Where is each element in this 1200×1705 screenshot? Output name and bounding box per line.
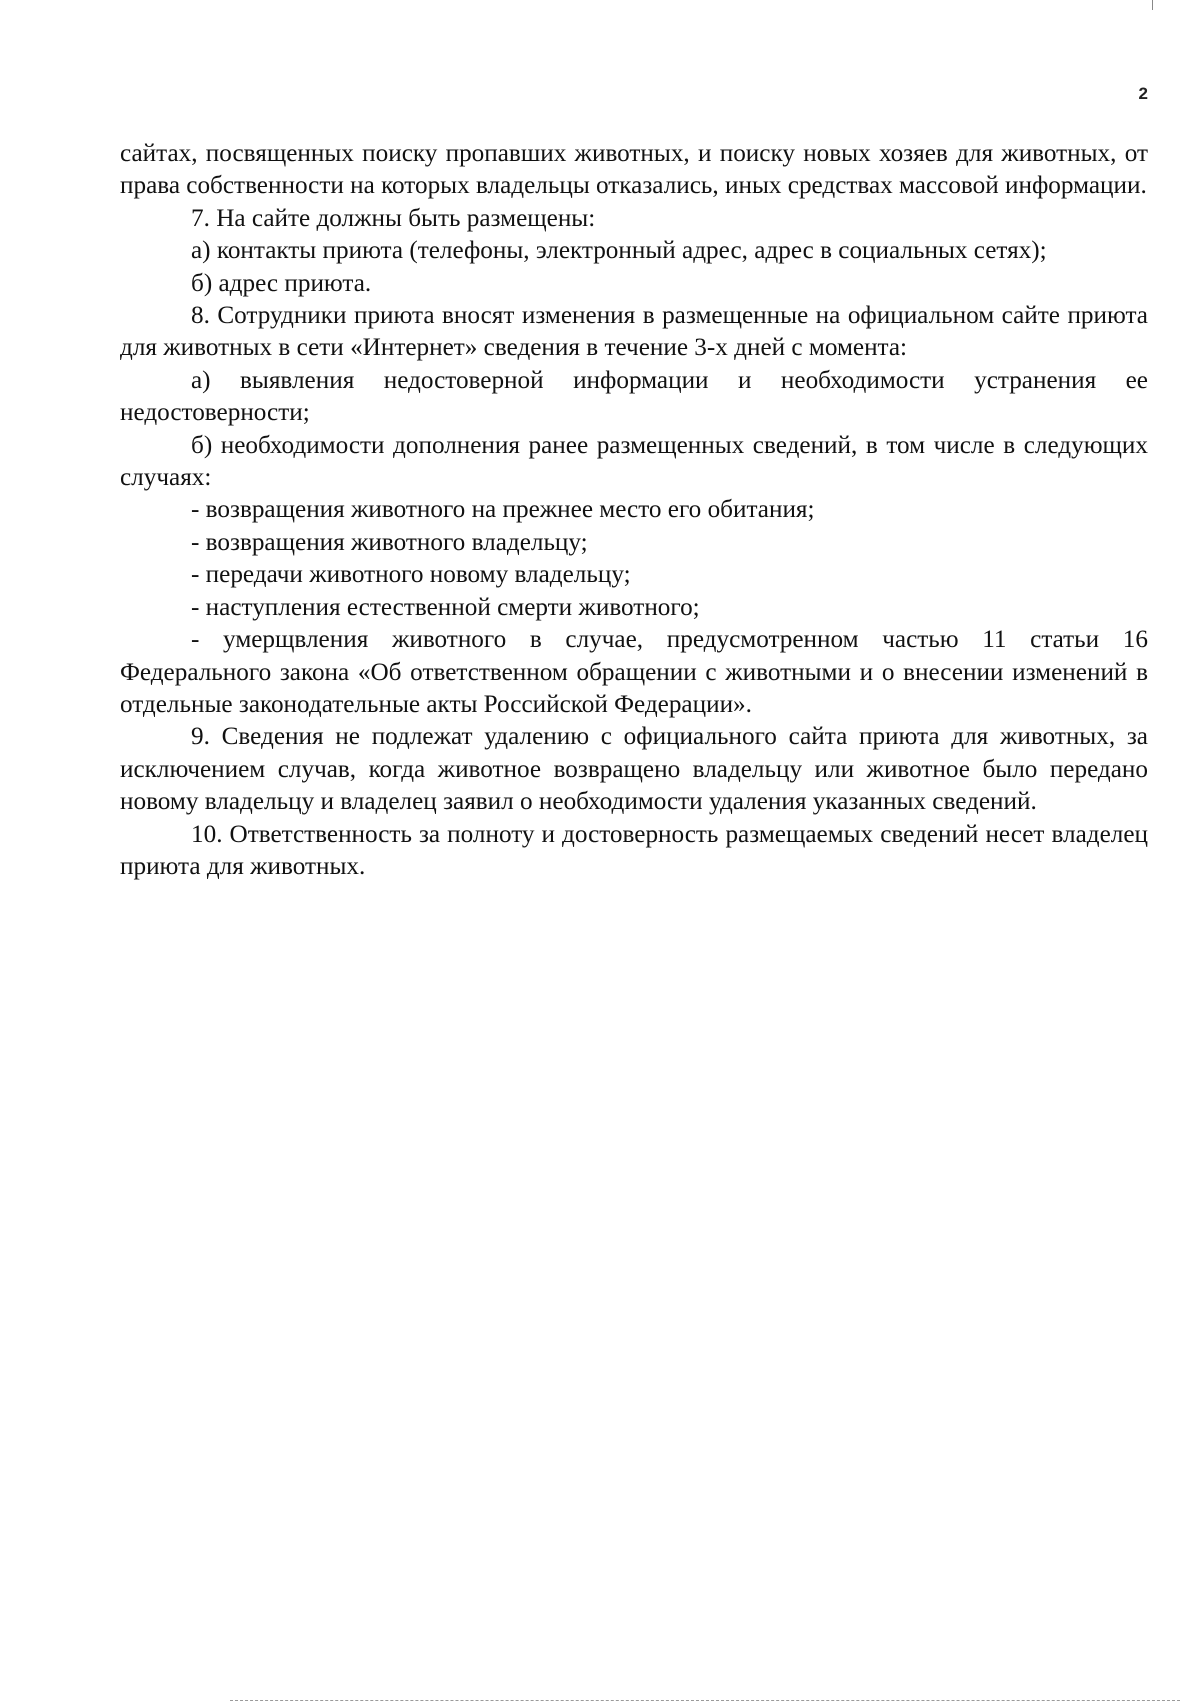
paragraph-7a: а) контакты приюта (телефоны, электронный адрес, адрес в социальных сетях); bbox=[191, 237, 1047, 265]
list-item-return-owner: - возвращения животного владельцу; bbox=[191, 528, 588, 556]
paragraph-8b: б) необходимости дополнения ранее размещенных сведений, в том числе в следующих случаях: bbox=[120, 431, 1148, 492]
scan-edge-mark bbox=[1152, 0, 1153, 10]
document-body bbox=[120, 138, 1148, 883]
list-item-natural-death: - наступления естественной смерти животного; bbox=[191, 593, 700, 621]
page-number: 2 bbox=[1138, 84, 1148, 103]
scan-bottom-edge bbox=[230, 1700, 1180, 1701]
paragraph-item-9: 9. Сведения не подлежат удалению с официального сайта приюта для животных, за исключением случав, когда животное возвращено владельцу или животное было передано новому владельцу и владелец заявил о необходимости удаления указанных сведений. bbox=[120, 723, 1148, 816]
list-item-return-habitat: - возвращения животного на прежнее место его обитания; bbox=[191, 496, 815, 524]
paragraph-7b: б) адрес приюта. bbox=[191, 269, 372, 297]
paragraph-item-8: 8. Сотрудники приюта вносят изменения в размещенные на официальном сайте приюта для животных в сети «Интернет» сведения в течение 3-х дней с момента: bbox=[120, 302, 1148, 362]
paragraph-continuation: сайтах, посвященных поиску пропавших животных, и поиску новых хозяев для животных, от права собственности на которых владельцы отказались, иных средствах массовой информации. bbox=[120, 140, 1148, 200]
list-item-new-owner: - передачи животного новому владельцу; bbox=[191, 561, 631, 589]
paragraph-item-10: 10. Ответственность за полноту и достоверность размещаемых сведений несет владелец приюта для животных. bbox=[120, 820, 1148, 880]
paragraph-8a: а) выявления недостоверной информации и необходимости устранения ее недостоверности; bbox=[120, 366, 1148, 427]
list-item-euthanasia: - умерщвления животного в случае, предусмотренном частью 11 статьи 16 Федерального закона «Об ответственном обращении с животными и о внесении изменений в отдельные законодательные акты Российской Федерации». bbox=[120, 626, 1148, 718]
paragraph-item-7: 7. На сайте должны быть размещены: bbox=[191, 204, 596, 232]
